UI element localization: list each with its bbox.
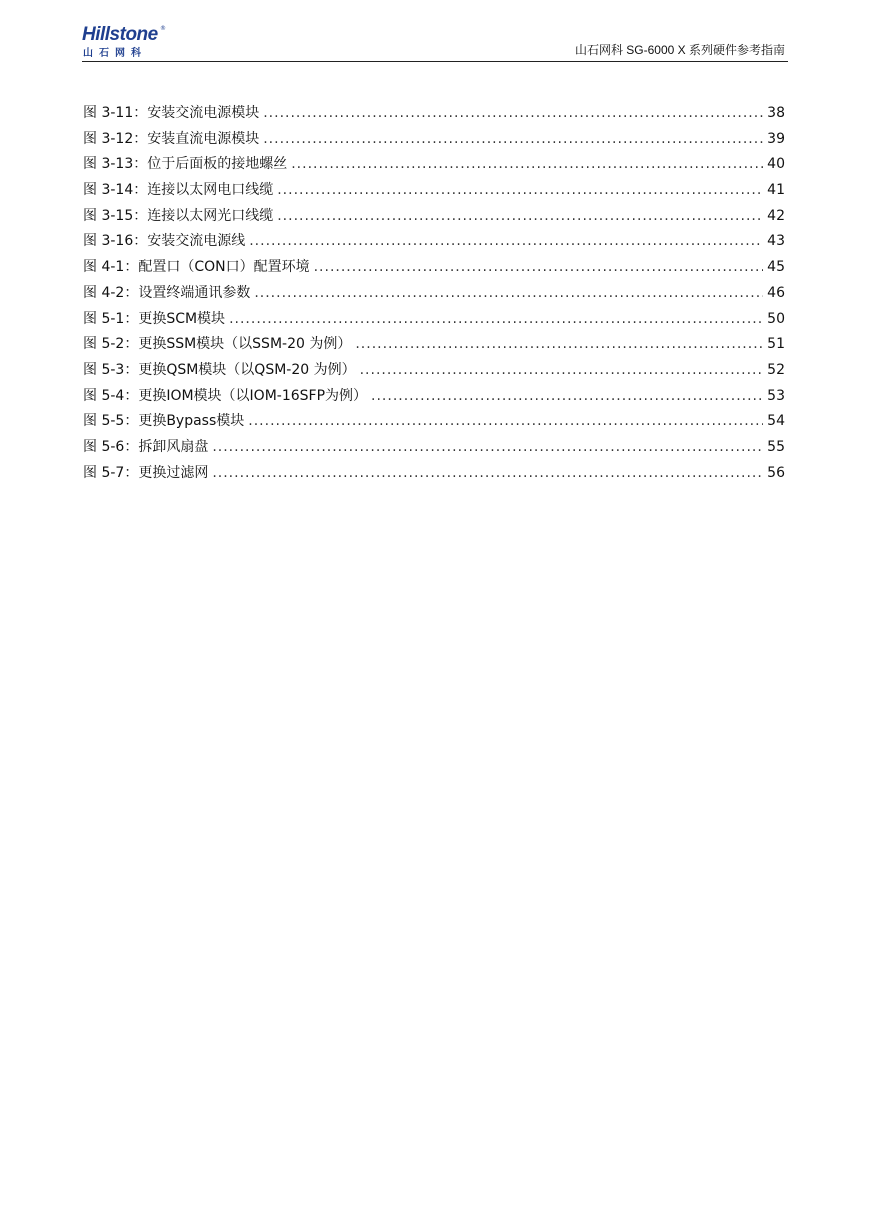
- toc-entry[interactable]: [83, 333, 785, 359]
- toc-entry[interactable]: [83, 230, 785, 256]
- toc-entry-page-number: 42: [767, 207, 785, 224]
- toc-entry-page-number: 39: [767, 130, 785, 147]
- toc-entry[interactable]: [83, 385, 785, 411]
- toc-entry-page-number: 52: [767, 361, 785, 378]
- toc-entry-page-number: 40: [767, 156, 785, 173]
- toc-entry-page-number: 53: [767, 387, 785, 404]
- document-title: 山石网科 SG-6000 X 系列硬件参考指南: [574, 43, 785, 57]
- table-of-figures: [83, 102, 785, 487]
- toc-dot-leader: [360, 362, 764, 378]
- toc-entry[interactable]: [83, 256, 785, 282]
- toc-entry-label: 图 3-15：连接以太网光口线缆: [83, 207, 274, 224]
- toc-entry-page-number: 45: [767, 259, 785, 276]
- toc-dot-leader: [371, 388, 763, 404]
- toc-entry-page-number: 38: [767, 105, 785, 121]
- toc-entry[interactable]: [83, 205, 785, 231]
- toc-dot-leader: [263, 105, 763, 121]
- toc-entry[interactable]: [83, 102, 785, 128]
- toc-dot-leader: [355, 336, 763, 352]
- toc-entry-page-number: 41: [767, 182, 785, 199]
- toc-entry-label: 图 5-3：更换QSM模块（以QSM-20 为例）: [83, 361, 356, 378]
- toc-dot-leader: [277, 208, 763, 224]
- toc-entry-label: 图 4-1：配置口（CON口）配置环境: [83, 259, 310, 276]
- toc-entry-label: 图 5-5：更换Bypass模块: [83, 413, 245, 430]
- toc-dot-leader: [229, 311, 763, 327]
- toc-entry[interactable]: [83, 128, 785, 154]
- toc-entry[interactable]: [83, 436, 785, 462]
- toc-entry-page-number: 46: [767, 284, 785, 301]
- toc-entry-page-number: 55: [767, 438, 785, 455]
- toc-entry-label: 图 5-7：更换过滤网: [83, 464, 209, 481]
- toc-dot-leader: [212, 465, 763, 481]
- toc-dot-leader: [212, 439, 763, 455]
- toc-entry-page-number: 54: [767, 413, 785, 430]
- toc-dot-leader: [314, 259, 764, 275]
- toc-entry-label: 图 3-12：安装直流电源模块: [83, 130, 260, 147]
- toc-entry-page-number: 50: [767, 310, 785, 327]
- logo-registered-mark: ®: [160, 25, 166, 32]
- page-header: [82, 24, 788, 62]
- toc-dot-leader: [277, 182, 763, 198]
- toc-entry[interactable]: [83, 308, 785, 334]
- toc-entry-label: 图 3-14：连接以太网电口线缆: [83, 182, 274, 199]
- toc-entry-label: 图 4-2：设置终端通讯参数: [83, 284, 251, 301]
- toc-entry-label: 图 5-6：拆卸风扇盘: [83, 438, 209, 455]
- toc-entry-page-number: 56: [767, 464, 785, 481]
- toc-dot-leader: [291, 156, 763, 172]
- logo-wordmark: Hillstone: [82, 24, 158, 45]
- hillstone-logo: [82, 24, 182, 60]
- toc-entry[interactable]: [83, 462, 785, 488]
- toc-dot-leader: [249, 233, 763, 249]
- toc-dot-leader: [248, 413, 763, 429]
- toc-entry-page-number: 51: [767, 336, 785, 353]
- toc-entry-page-number: 43: [767, 233, 785, 250]
- toc-dot-leader: [254, 285, 763, 301]
- toc-entry-label: 图 3-13：位于后面板的接地螺丝: [83, 156, 288, 173]
- toc-entry[interactable]: [83, 153, 785, 179]
- toc-entry[interactable]: [83, 282, 785, 308]
- toc-entry-label: 图 5-1：更换SCM模块: [83, 310, 226, 327]
- logo-chinese-name: 山石网科: [83, 48, 147, 59]
- toc-entry-label: 图 3-16：安装交流电源线: [83, 233, 246, 250]
- toc-entry-label: 图 5-2：更换SSM模块（以SSM-20 为例）: [83, 336, 352, 353]
- toc-entry-label: 图 5-4：更换IOM模块（以IOM-16SFP为例）: [83, 387, 368, 404]
- toc-entry[interactable]: [83, 410, 785, 436]
- toc-dot-leader: [263, 131, 763, 147]
- toc-entry[interactable]: [83, 179, 785, 205]
- toc-entry[interactable]: [83, 359, 785, 385]
- toc-entry-label: 图 3-11：安装交流电源模块: [83, 105, 260, 121]
